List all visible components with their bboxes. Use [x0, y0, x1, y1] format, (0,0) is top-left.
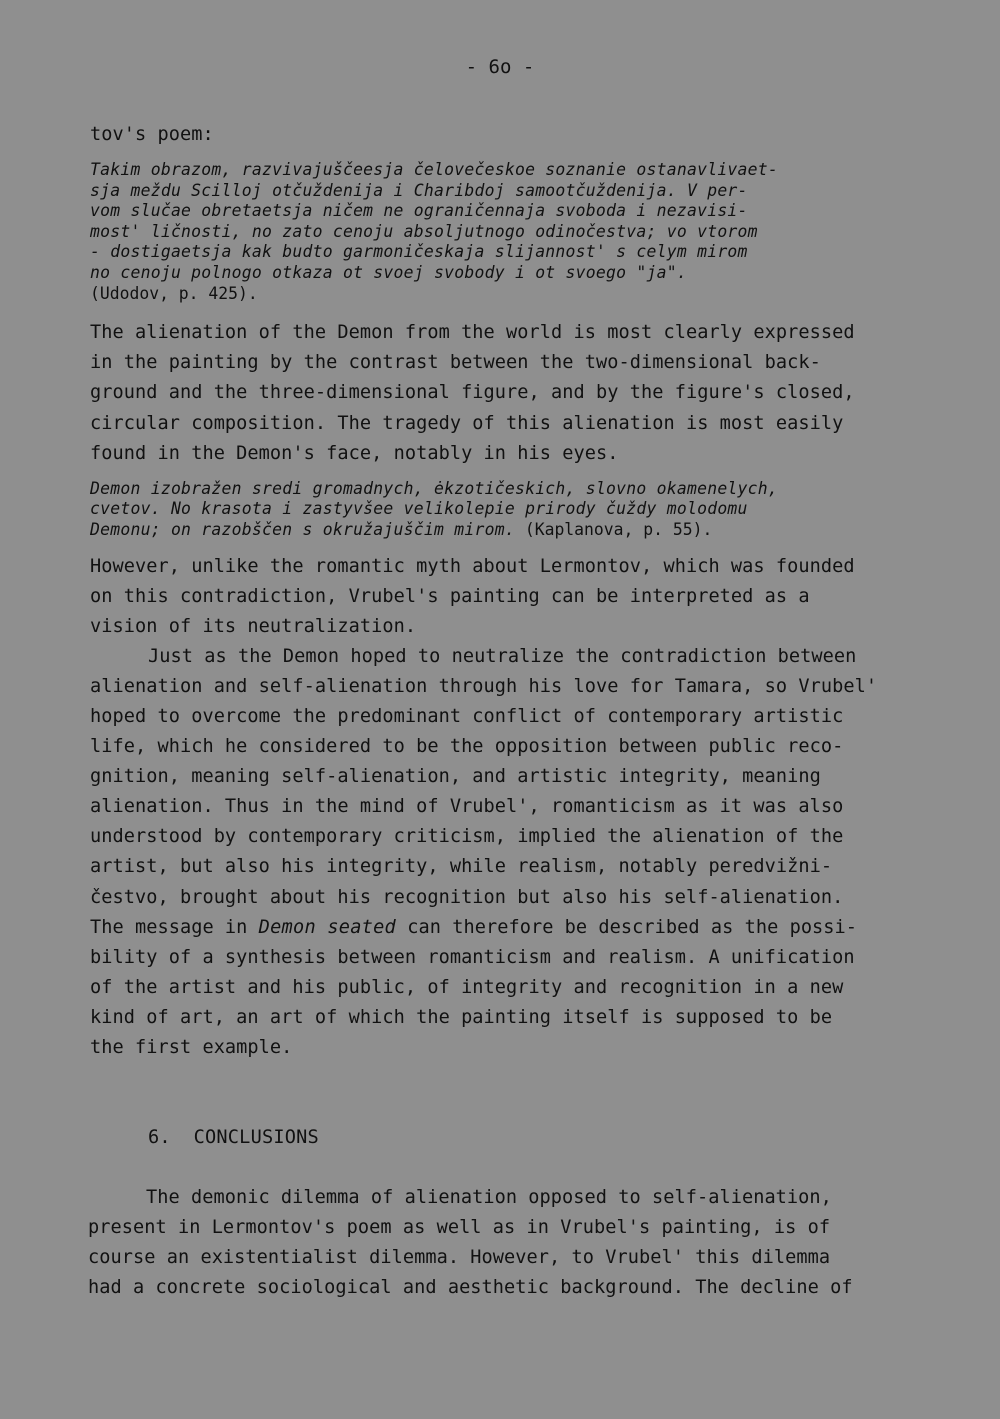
paragraph-conclusions [88, 1183, 910, 1303]
quote-line: Demonu; on razobščen s okružajuščim mirom. [90, 519, 515, 539]
text-line: understood by contemporary criticism, implied the alienation of the [90, 826, 844, 848]
section-title: CONCLUSIONS [193, 1127, 319, 1149]
text-line: circular composition. The tragedy of this alienation is most easily [90, 412, 844, 434]
quote-line: no cenoju polnogo otkaza ot svoej svobody i ot svoego "ja". [90, 263, 687, 283]
quote-line: Demon izobražen sredi gromadnych, ėkzotičeskich, slovno okamenelych, [90, 478, 779, 498]
text-line: The alienation of the Demon from the world is most clearly expressed [90, 322, 855, 344]
painting-title: Demon seated [258, 916, 397, 938]
text-line: of the artist and his public, of integrity and recognition in a new [90, 976, 844, 998]
text-line: kind of art, an art of which the painting itself is supposed to be [90, 1006, 833, 1028]
quote-citation: (Udodov, p. 425). [90, 283, 258, 303]
intro-paragraph [90, 120, 910, 150]
text-line: vision of its neutralization. [90, 615, 417, 637]
paragraph-romantic-myth [90, 552, 910, 642]
text-line: in the painting by the contrast between the two-dimensional back- [90, 352, 821, 374]
text-line: had a concrete sociological and aesthetic background. The decline of [88, 1277, 853, 1299]
quote-line: - dostigaetsja kak budto garmoničeskaja slijannost' s celym mirom [90, 242, 748, 262]
text-line: The demonic dilemma of alienation opposed to self-alienation, [146, 1187, 832, 1209]
text-line: alienation. Thus in the mind of Vrubel', romanticism as it was also [90, 796, 844, 818]
block-quote-kaplanova [90, 479, 910, 541]
section-number: 6. [148, 1127, 171, 1149]
text-line: on this contradiction, Vrubel's painting can be interpreted as a [90, 585, 810, 607]
quote-line: most' ličnosti, no zato cenoju absoljutnogo odinočestva; vo vtorom [90, 221, 758, 241]
text-line: course an existentialist dilemma. However, to Vrubel' this dilemma [88, 1247, 831, 1269]
text-line: hoped to overcome the predominant conflict of contemporary artistic [90, 705, 844, 727]
text-line: However, unlike the romantic myth about Lermontov, which was founded [90, 555, 855, 577]
text-line: artist, but also his integrity, while realism, notably peredvižni- [90, 856, 833, 878]
quote-citation: (Kaplanova, p. 55). [514, 519, 713, 539]
text-line: gnition, meaning self-alienation, and artistic integrity, meaning [90, 766, 821, 788]
text-segment: The message in [90, 916, 259, 938]
text-line: life, which he considered to be the opposition between public reco- [90, 736, 844, 758]
quote-line: vom slučae obretaetsja ničem ne ograničennaja svoboda i nezavisi- [90, 201, 748, 221]
text-line: present in Lermontov's poem as well as in Vrubel's painting, is of [88, 1217, 831, 1239]
text-line: the first example. [90, 1037, 293, 1058]
text-line-with-title [90, 913, 910, 943]
text-line: bility of a synthesis between romanticism and realism. A unification [90, 946, 855, 968]
quote-line: cvetov. No krasota i zastyvšee velikolepie prirody čuždy molodomu [90, 499, 748, 519]
page-number: - 6o - [465, 56, 535, 78]
text-segment: can therefore be described as the possi- [396, 916, 858, 938]
text-line: tov's poem: [90, 124, 214, 145]
text-line: Just as the Demon hoped to neutralize the contradiction between [148, 645, 857, 667]
quote-line: Takim obrazom, razvivajuščeesja čelovečeskoe soznanie ostanavlivaet- [90, 160, 779, 180]
text-line: alienation and self-alienation through his love for Tamara, so Vrubel' [90, 675, 878, 697]
page-body [90, 120, 910, 1303]
quote-line: sja meždu Scilloj otčuždenija i Charibdoj samootčuždenija. V per- [90, 180, 748, 200]
paragraph-alienation [90, 318, 910, 468]
paragraph-vrubel-conflict [90, 642, 910, 1063]
text-line: found in the Demon's face, notably in his eyes. [90, 442, 619, 464]
section-heading [90, 1123, 910, 1153]
block-quote-udodov [90, 160, 910, 304]
text-line: čestvo, brought about his recognition but also his self-alienation. [90, 886, 844, 908]
text-line: ground and the three-dimensional figure, and by the figure's closed, [90, 382, 855, 404]
